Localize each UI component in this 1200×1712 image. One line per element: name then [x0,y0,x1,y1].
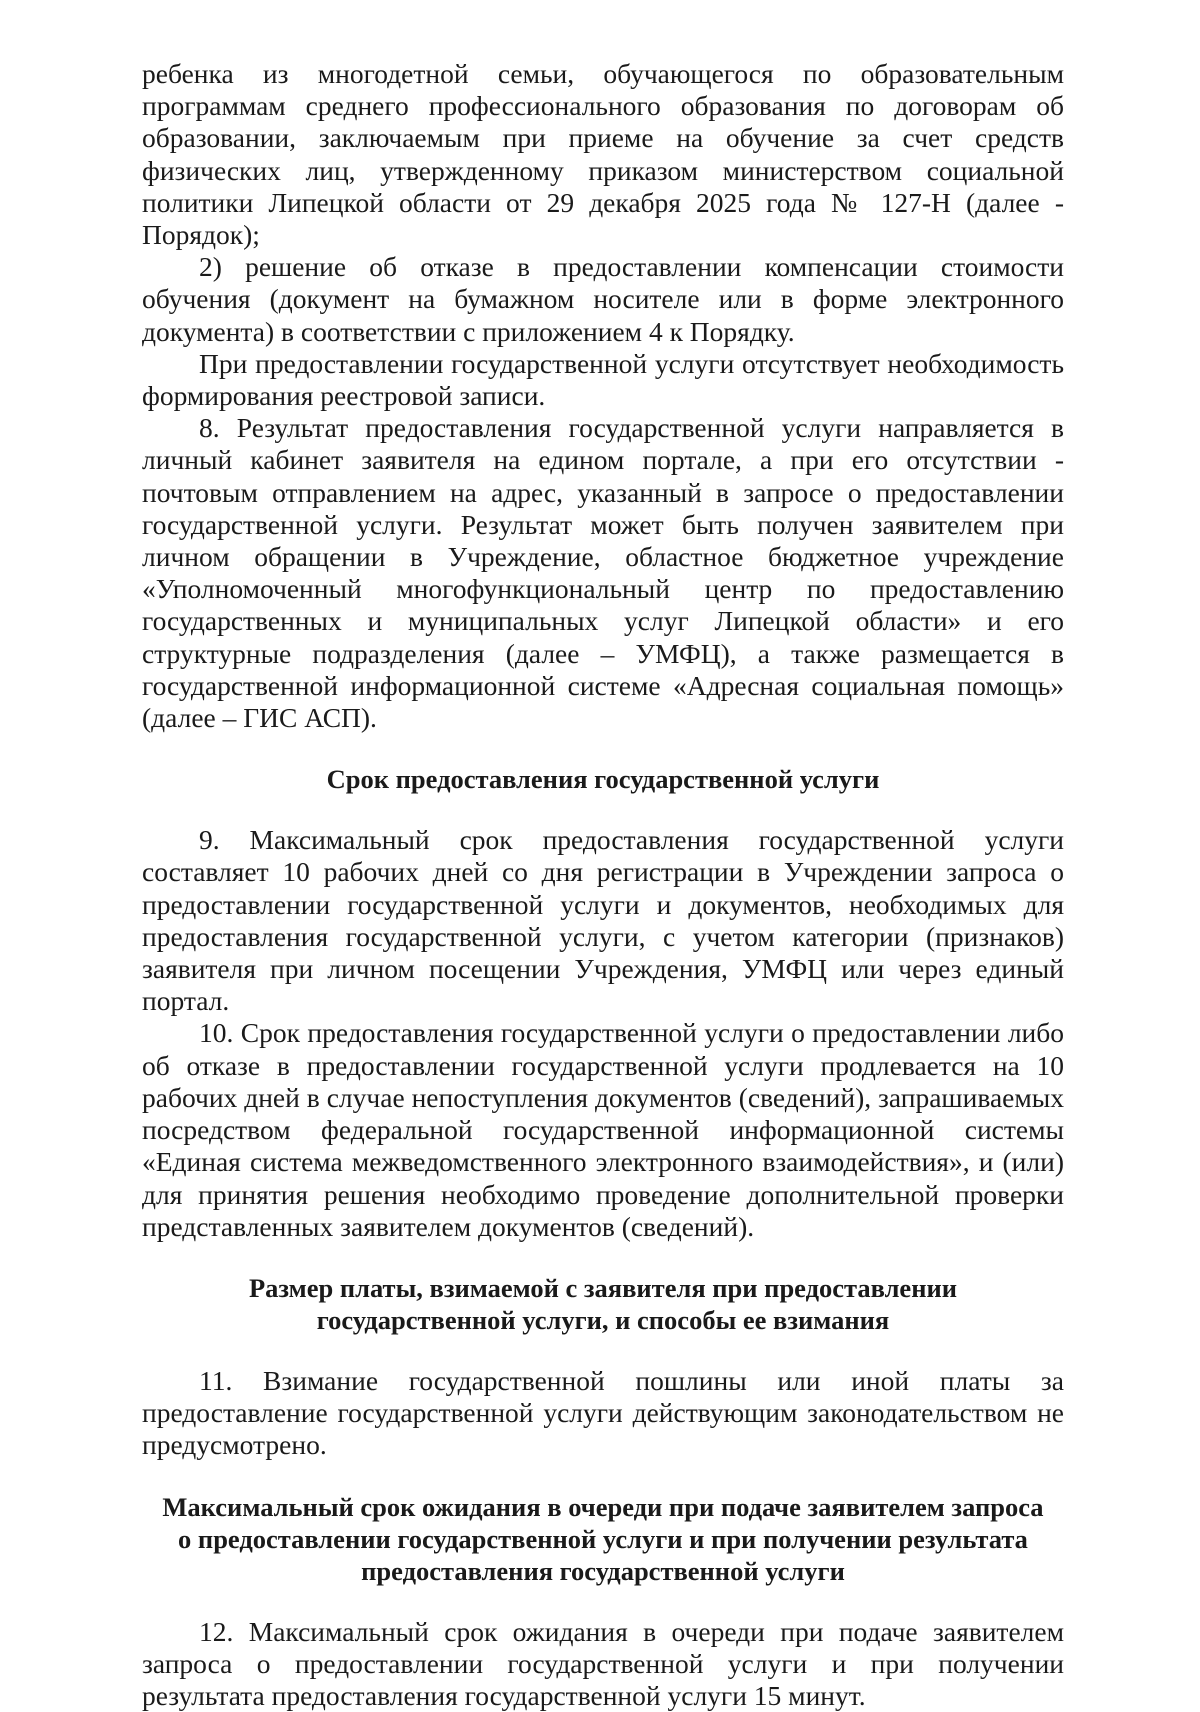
section-heading-term: Срок предоставления государственной услуги [326,764,880,795]
paragraph-continuation: ребенка из многодетной семьи, обучающегося по образовательным программам среднего профессионального образования по договорам об образовании, заключаемым при приеме на обучение за счет средств физических лиц, утвержденному приказом министерством социальной политики Липецкой области от 29 декабря 2025 года № 127-Н (далее - Порядок); [142,58,1064,251]
paragraph-item-10: 10. Срок предоставления государственной услуги о предоставлении либо об отказе в предоставлении государственной услуги продлевается на 10 рабочих дней в случае непоступления документов (сведений), запрашиваемых посредством федеральной государственной информационной системы «Единая система межведомственного электронного взаимодействия», и (или) для принятия решения необходимо проведение дополнительной проверки представленных заявителем документов (сведений). [142,1017,1064,1242]
section-heading-fee-line-1: Размер платы, взимаемой с заявителя при предоставлении [248,1272,958,1303]
paragraph-item-12: 12. Максимальный срок ожидания в очереди при подаче заявителем запроса о предоставлении государственной услуги и при получении результата предоставления государственной услуги 15 минут. [142,1615,1064,1711]
paragraph-item-8: 8. Результат предоставления государственной услуги направляется в личный кабинет заявителя на едином портале, а при его отсутствии - почтовым отправлением на адрес, указанный в запросе о предоставлении государственной услуги. Результат может быть получен заявителем при личном обращении в Учреждение, областное бюджетное учреждение «Уполномоченный многофункциональный центр по предоставлению государственных и муниципальных услуг Липецкой области» и его структурные подразделения (далее – УМФЦ), а также размещается в государственной информационной системе «Адресная социальная помощь» (далее – ГИС АСП). [142,412,1064,734]
section-heading-queue-line-2: о предоставлении государственной услуги и при получении результата [178,1523,1028,1554]
document-body [142,58,1064,1712]
section-heading-queue-line-1: Максимальный срок ожидания в очереди при подаче заявителем запроса [162,1491,1044,1522]
section-heading-fee-line-2: государственной услуги, и способы ее взимания [316,1304,890,1335]
paragraph-item-11: 11. Взимание государственной пошлины или иной платы за предоставление государственной услуги действующим законодательством не предусмотрено. [142,1364,1064,1461]
paragraph-item-9: 9. Максимальный срок предоставления государственной услуги составляет 10 рабочих дней со дня регистрации в Учреждении запроса о предоставлении государственной услуги и документов, необходимых для предоставления государственной услуги, с учетом категории (признаков) заявителя при личном посещении Учреждения, УМФЦ или через единый портал. [142,824,1064,1017]
section-heading-queue-line-3: предоставления государственной услуги [361,1555,845,1586]
section-heading-queue [142,1491,1064,1587]
paragraph-item-2: 2) решение об отказе в предоставлении компенсации стоимости обучения (документ на бумажном носителе или в форме электронного документа) в соответствии с приложением 4 к Порядку. [142,251,1064,347]
section-heading-fee [142,1272,1064,1336]
paragraph-registry-note: При предоставлении государственной услуги отсутствует необходимость формирования реестровой записи. [142,347,1064,412]
